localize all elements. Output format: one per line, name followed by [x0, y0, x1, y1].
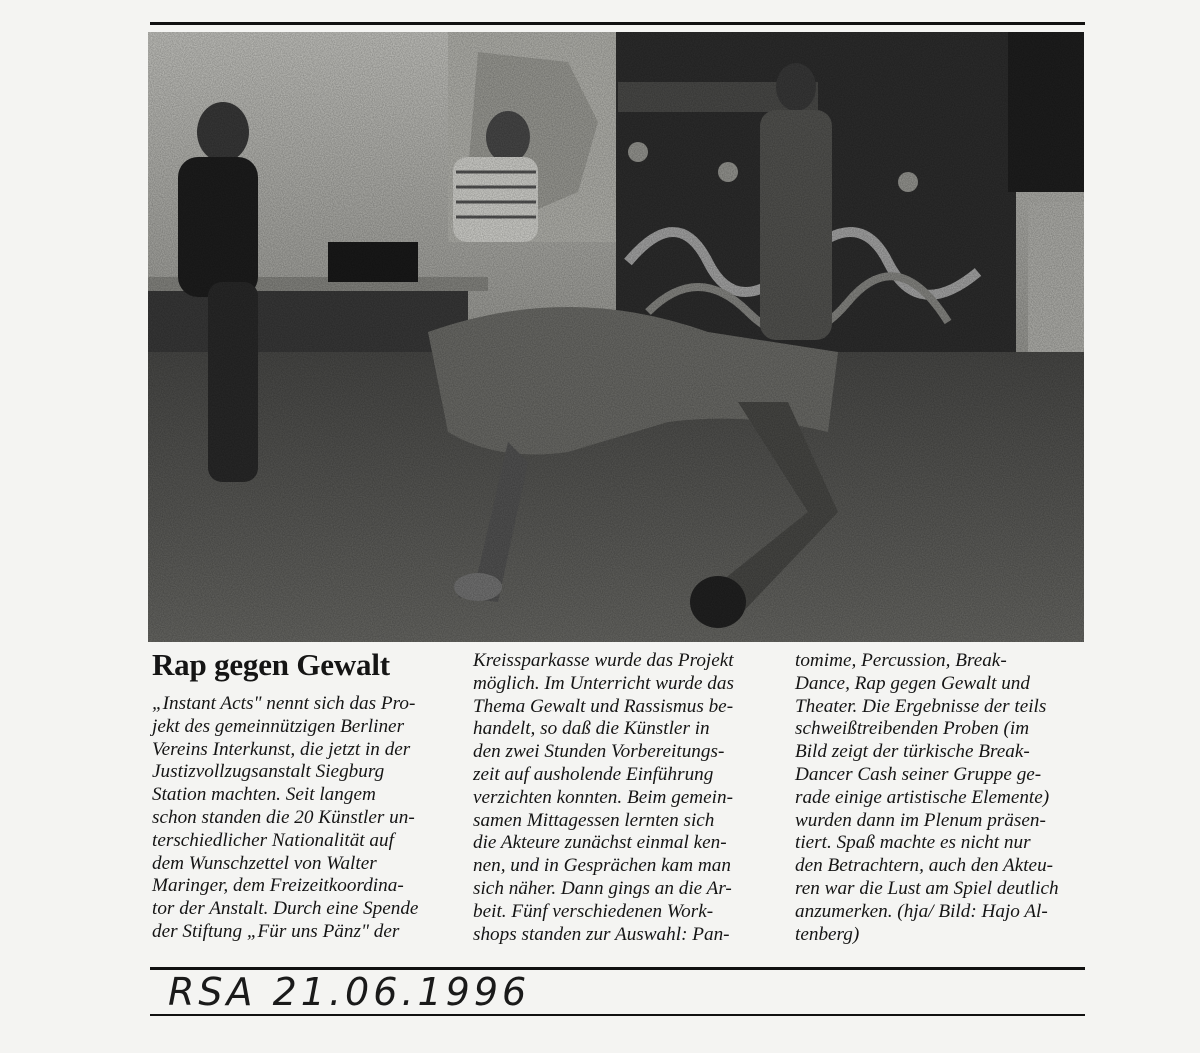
text-line: den zwei Stunden Vorbereitungs-: [473, 741, 725, 763]
text-line: anzumerken. (hja/ Bild: Hajo Al-: [795, 900, 1048, 922]
text-line: Station machten. Seit langem: [152, 784, 376, 806]
text-line: rade einige artistische Elemente): [795, 786, 1050, 808]
text-line: zeit auf ausholende Einführung: [473, 763, 714, 785]
text-line: schon standen die 20 Künstler un-: [152, 806, 415, 828]
text-line: wurden dann im Plenum präsen-: [795, 809, 1046, 831]
text-line: handelt, so daß die Künstler in: [473, 718, 710, 740]
text-line: tor der Anstalt. Durch eine Spende: [152, 898, 419, 920]
text-line: sich näher. Dann gings an die Ar-: [473, 877, 732, 899]
text-line: beit. Fünf verschiedenen Work-: [473, 900, 714, 922]
text-line: Theater. Die Ergebnisse der teils: [795, 695, 1047, 717]
text-line: Kreissparkasse wurde das Projekt: [473, 650, 734, 671]
text-line: Dance, Rap gegen Gewalt und: [795, 672, 1030, 694]
text-line: dem Wunschzettel von Walter: [152, 852, 377, 874]
article-column-1: [152, 693, 457, 944]
text-line: nen, und in Gesprächen kam man: [473, 855, 731, 877]
text-line: Thema Gewalt und Rassismus be-: [473, 695, 734, 717]
text-line: Dancer Cash seiner Gruppe ge-: [795, 763, 1042, 785]
text-line: ren war die Lust am Spiel deutlich: [795, 877, 1059, 899]
text-line: verzichten konnten. Beim gemein-: [473, 786, 733, 808]
text-line: die Akteure zunächst einmal ken-: [473, 832, 727, 854]
handwritten-date-stamp: RSA 21.06.1996: [168, 970, 531, 1014]
text-line: shops standen zur Auswahl: Pan-: [473, 923, 730, 945]
text-line: Maringer, dem Freizeitkoordina-: [152, 875, 404, 897]
text-line: samen Mittagessen lernten sich: [473, 809, 715, 831]
headline: Rap gegen Gewalt: [152, 647, 390, 682]
article-column-2: [473, 650, 773, 946]
article-photo: [148, 32, 1084, 642]
text-line: Justizvollzugsanstalt Siegburg: [152, 761, 385, 783]
footer-rule: [150, 1014, 1085, 1016]
article-column-3: [795, 650, 1085, 946]
text-line: „Instant Acts" nennt sich das Pro-: [152, 693, 416, 714]
text-line: terschiedlicher Nationalität auf: [152, 829, 394, 851]
text-line: den Betrachtern, auch den Akteu-: [795, 855, 1054, 877]
text-line: tomime, Percussion, Break-: [795, 650, 1007, 671]
text-line: jekt des gemeinnützigen Berliner: [152, 715, 405, 737]
text-line: der Stiftung „Für uns Pänz" der: [152, 920, 400, 942]
text-line: möglich. Im Unterricht wurde das: [473, 672, 734, 694]
text-line: Bild zeigt der türkische Break-: [795, 741, 1030, 763]
top-rule: [150, 22, 1085, 25]
text-line: schweißtreibenden Proben (im: [795, 718, 1030, 740]
text-line: Vereins Interkunst, die jetzt in der: [152, 738, 411, 760]
text-line: tiert. Spaß machte es nicht nur: [795, 832, 1031, 854]
text-line: tenberg): [795, 923, 860, 945]
